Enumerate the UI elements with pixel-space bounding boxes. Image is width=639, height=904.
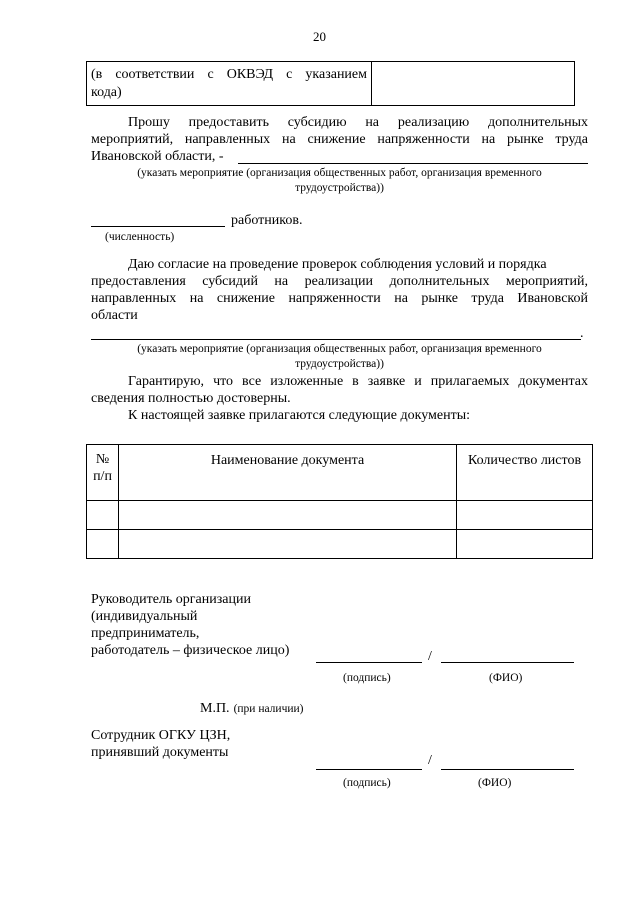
- page-number: 20: [313, 29, 326, 44]
- row1-name-cell[interactable]: [119, 501, 457, 530]
- row1-number-cell[interactable]: [87, 501, 119, 530]
- request-line1: Прошу предоставить субсидию на реализацию дополнительных: [128, 115, 588, 130]
- consent-line2: предоставления субсидий на реализации дополнительных мероприятий,: [91, 274, 588, 289]
- consent-line3: направленных на снижение напряженности на рынке труда Ивановской: [91, 291, 588, 306]
- okved-label-line1: (в соответствии с ОКВЭД с указанием: [91, 67, 367, 82]
- request-line3: Ивановской области, -: [91, 149, 224, 164]
- consent-line4: области: [91, 308, 138, 323]
- head-title-line2: (индивидуальный: [91, 609, 198, 624]
- head-slash: /: [428, 649, 432, 664]
- head-name-label: (ФИО): [489, 672, 523, 684]
- stamp-mp: М.П.: [200, 701, 230, 716]
- okved-label-cell: [87, 62, 372, 105]
- stamp-note: [200, 699, 304, 717]
- documents-table: [86, 444, 593, 559]
- table-row: [87, 501, 593, 530]
- head-title-line3: предприниматель,: [91, 626, 200, 641]
- table-row: [87, 530, 593, 559]
- consent-trailing-dot: .: [580, 326, 584, 341]
- request-line2: мероприятий, направленных на снижение напряженности на рынке труда: [91, 132, 588, 147]
- activity-input-line[interactable]: [238, 163, 588, 164]
- consent-hint-line2: трудоустройства)): [295, 358, 384, 370]
- head-name-line[interactable]: [441, 662, 574, 663]
- okved-value-cell[interactable]: [372, 62, 574, 105]
- employee-name-line[interactable]: [441, 769, 574, 770]
- employee-name-label: (ФИО): [478, 777, 512, 789]
- guarantee-line1: Гарантирую, что все изложенные в заявке и прилагаемых документах: [128, 374, 588, 389]
- head-title-line4: работодатель – физическое лицо): [91, 643, 290, 658]
- employee-signature-line[interactable]: [316, 769, 422, 770]
- employee-slash: /: [428, 753, 432, 768]
- consent-activity-line[interactable]: [91, 339, 581, 340]
- workers-hint: (численность): [105, 231, 175, 243]
- attached-docs-heading: К настоящей заявке прилагаются следующие документы:: [128, 408, 470, 423]
- col-number-header: № п/п: [87, 445, 119, 501]
- stamp-optional-note: (при наличии): [233, 703, 304, 715]
- col-name-header: Наименование документа: [119, 445, 457, 501]
- workers-suffix: работников.: [231, 213, 303, 228]
- row2-number-cell[interactable]: [87, 530, 119, 559]
- okved-label-line2: кода): [91, 85, 122, 100]
- request-hint-line1: (указать мероприятие (организация общественных работ, организация временного: [137, 167, 542, 179]
- head-title-line1: Руководитель организации: [91, 592, 251, 607]
- guarantee-line2: сведения полностью достоверны.: [91, 391, 291, 406]
- consent-line1: Даю согласие на проведение проверок соблюдения условий и порядка: [128, 257, 547, 272]
- row2-name-cell[interactable]: [119, 530, 457, 559]
- employee-title-line1: Сотрудник ОГКУ ЦЗН,: [91, 728, 231, 743]
- employee-signature-label: (подпись): [343, 777, 391, 789]
- employee-title-line2: принявший документы: [91, 745, 229, 760]
- workers-count-line[interactable]: [91, 226, 225, 227]
- row2-sheets-cell[interactable]: [457, 530, 593, 559]
- consent-hint-line1: (указать мероприятие (организация общественных работ, организация временного: [137, 343, 542, 355]
- documents-table-header: [87, 445, 593, 501]
- head-signature-line[interactable]: [316, 662, 422, 663]
- okved-table: [86, 61, 575, 106]
- request-hint-line2: трудоустройства)): [295, 182, 384, 194]
- head-signature-label: (подпись): [343, 672, 391, 684]
- col-sheets-header: Количество листов: [457, 445, 593, 501]
- row1-sheets-cell[interactable]: [457, 501, 593, 530]
